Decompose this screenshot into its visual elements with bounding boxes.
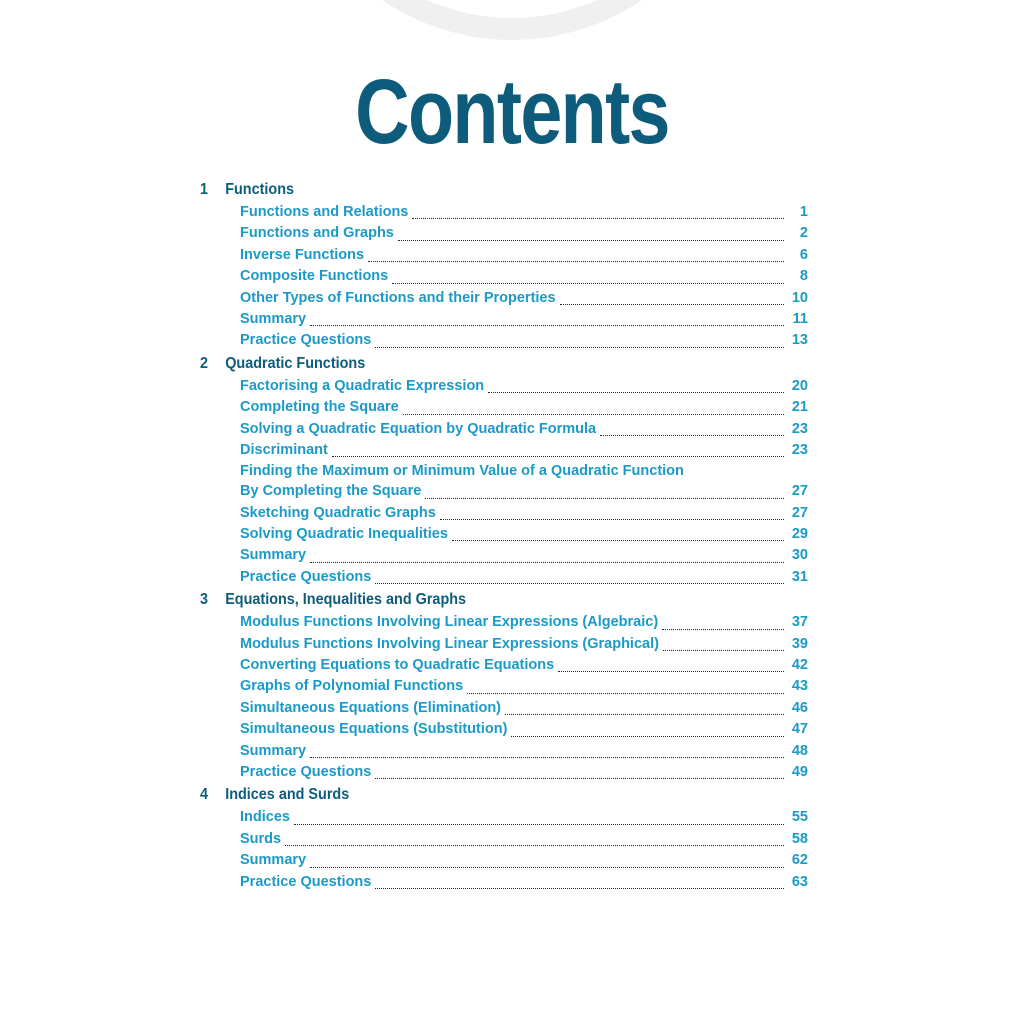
dot-leader	[310, 757, 784, 758]
toc-entry-page-number: 23	[791, 441, 808, 458]
toc-entry-page-number: 27	[791, 483, 808, 500]
dot-leader	[452, 540, 784, 541]
dot-leader	[560, 304, 784, 305]
toc-entry-title: Summary	[240, 310, 307, 327]
toc-entry-title: Solving Quadratic Inequalities	[240, 526, 448, 543]
dot-leader	[375, 583, 784, 584]
toc-entry[interactable]	[240, 266, 808, 287]
toc-entry-title: Sketching Quadratic Graphs	[240, 504, 436, 521]
dot-leader	[375, 778, 784, 779]
toc-entry[interactable]	[240, 397, 808, 418]
toc-entry[interactable]	[240, 829, 808, 850]
toc-entry[interactable]	[240, 503, 808, 524]
toc-entry[interactable]	[240, 612, 808, 633]
toc-entry-title: Functions and Relations	[240, 204, 409, 220]
toc-entry-page-number: 23	[791, 420, 808, 437]
dot-leader	[600, 435, 784, 436]
toc-entry-title: Practice Questions	[240, 763, 372, 780]
page-title: Contents	[355, 61, 669, 163]
toc-entry-title: Summary	[240, 742, 307, 759]
toc-entry-page-number: 48	[791, 742, 808, 759]
toc-entry-title: Simultaneous Equations (Elimination)	[240, 699, 502, 716]
toc-entry-title: Simultaneous Equations (Substitution)	[240, 721, 508, 738]
dot-leader	[440, 519, 784, 520]
chapter-title: Functions	[225, 181, 294, 198]
toc-entry[interactable]	[240, 872, 808, 893]
toc-entry-title: Inverse Functions	[240, 246, 365, 263]
toc-entry-page-number: 30	[791, 547, 808, 564]
toc-entry-title: Practice Questions	[240, 568, 372, 585]
toc-entry-page-number: 63	[791, 873, 808, 890]
toc-entry[interactable]	[240, 440, 808, 461]
dot-leader	[332, 456, 784, 457]
toc-entry-title: Summary	[240, 852, 307, 869]
toc-entry-title: Surds	[240, 830, 282, 847]
dot-leader	[310, 325, 784, 326]
dot-leader	[403, 414, 784, 415]
toc-entry-page-number: 42	[791, 657, 808, 674]
toc-entry[interactable]	[240, 567, 808, 588]
toc-entry[interactable]	[240, 202, 808, 223]
toc-entry-title: Completing the Square	[240, 399, 399, 416]
chapter-title: Indices and Surds	[225, 786, 350, 804]
toc-entry-page-number: 11	[792, 310, 808, 327]
toc-entry-title: Converting Equations to Quadratic Equations	[240, 657, 555, 674]
dot-leader	[511, 736, 784, 737]
dot-leader	[398, 240, 784, 241]
chapter-heading[interactable]	[200, 588, 807, 612]
toc-entry[interactable]	[240, 376, 808, 397]
decorative-arc	[272, 0, 752, 40]
dot-leader	[662, 629, 784, 630]
toc-entry[interactable]	[240, 481, 808, 502]
toc-entry-page-number: 46	[791, 699, 808, 716]
toc-entry-page-number: 10	[791, 289, 808, 306]
dot-leader	[285, 845, 784, 846]
toc-entry-page-number: 6	[799, 246, 808, 263]
dot-leader	[558, 671, 784, 672]
toc-entry-page-number: 39	[791, 635, 808, 652]
dot-leader	[412, 218, 784, 219]
toc-entry-page-number: 13	[791, 332, 808, 349]
chapter-title: Equations, Inequalities and Graphs	[225, 591, 467, 609]
table-of-contents	[200, 178, 808, 893]
chapter-heading[interactable]	[200, 352, 807, 376]
toc-entry-title: By Completing the Square	[240, 483, 422, 500]
toc-entry-page-number: 2	[799, 225, 808, 242]
toc-entry-page-number: 58	[791, 830, 808, 847]
toc-entry[interactable]	[240, 288, 808, 309]
toc-entry[interactable]	[240, 419, 808, 440]
toc-entry-page-number: 43	[791, 678, 808, 695]
toc-entry[interactable]	[240, 676, 808, 697]
toc-entry-title: Other Types of Functions and their Properties	[240, 289, 556, 306]
toc-entry[interactable]	[240, 850, 808, 871]
chapter-number: 1	[200, 181, 209, 198]
dot-leader	[392, 283, 784, 284]
chapter-heading[interactable]	[200, 783, 807, 807]
toc-entry-title: Practice Questions	[240, 332, 372, 349]
toc-entry[interactable]	[240, 309, 808, 330]
toc-entry-page-number: 55	[791, 809, 808, 826]
toc-entry-title: Composite Functions	[240, 268, 389, 285]
dot-leader	[375, 888, 784, 889]
toc-entry[interactable]	[240, 762, 808, 783]
dot-leader	[375, 347, 784, 348]
chapter-number: 4	[200, 786, 209, 804]
dot-leader	[368, 261, 784, 262]
toc-entry-title: Functions and Graphs	[240, 225, 394, 242]
toc-entry-title: Factorising a Quadratic Expression	[240, 377, 485, 394]
toc-entry-title-line[interactable]: Finding the Maximum or Minimum Value of a Quadratic Function	[240, 463, 684, 480]
toc-entry-page-number: 31	[791, 568, 808, 585]
toc-entry[interactable]	[240, 741, 808, 762]
toc-entry[interactable]	[240, 698, 808, 719]
toc-entry-page-number: 1	[799, 204, 808, 220]
dot-leader	[663, 650, 784, 651]
chapter-number: 3	[200, 591, 209, 609]
toc-entry[interactable]	[240, 245, 808, 266]
dot-leader	[467, 693, 784, 694]
toc-entry-title: Discriminant	[240, 441, 328, 458]
toc-entry-title: Modulus Functions Involving Linear Expressions (Algebraic)	[240, 614, 659, 631]
toc-entry-page-number: 8	[799, 268, 808, 285]
toc-entry[interactable]	[240, 719, 808, 740]
dot-leader	[425, 498, 784, 499]
toc-entry[interactable]	[240, 634, 808, 655]
dot-leader	[310, 562, 784, 563]
toc-entry[interactable]	[240, 655, 808, 676]
toc-entry[interactable]	[240, 330, 808, 351]
chapter-heading[interactable]	[200, 178, 807, 202]
toc-entry-page-number: 20	[791, 377, 808, 394]
toc-entry-page-number: 62	[791, 852, 808, 869]
dot-leader	[294, 824, 784, 825]
dot-leader	[310, 867, 784, 868]
toc-entry-title: Solving a Quadratic Equation by Quadratic Formula	[240, 420, 597, 437]
dot-leader	[488, 392, 784, 393]
toc-entry-page-number: 27	[791, 504, 808, 521]
chapter-number: 2	[200, 354, 209, 372]
toc-entry-page-number: 21	[791, 399, 808, 416]
toc-entry-page-number: 47	[791, 721, 808, 738]
toc-entry-title: Modulus Functions Involving Linear Expressions (Graphical)	[240, 635, 659, 652]
toc-entry[interactable]	[240, 223, 808, 244]
toc-entry-title: Graphs of Polynomial Functions	[240, 678, 464, 695]
toc-entry[interactable]	[240, 807, 808, 828]
toc-entry-page-number: 29	[791, 526, 808, 543]
toc-entry-title: Indices	[240, 809, 290, 826]
dot-leader	[505, 714, 784, 715]
toc-entry-title: Summary	[240, 547, 307, 564]
toc-entry[interactable]	[240, 545, 808, 566]
toc-entry-title: Practice Questions	[240, 873, 372, 890]
chapter-title: Quadratic Functions	[225, 354, 366, 372]
toc-entry-page-number: 37	[791, 614, 808, 631]
toc-entry[interactable]	[240, 524, 808, 545]
toc-entry-page-number: 49	[791, 763, 808, 780]
